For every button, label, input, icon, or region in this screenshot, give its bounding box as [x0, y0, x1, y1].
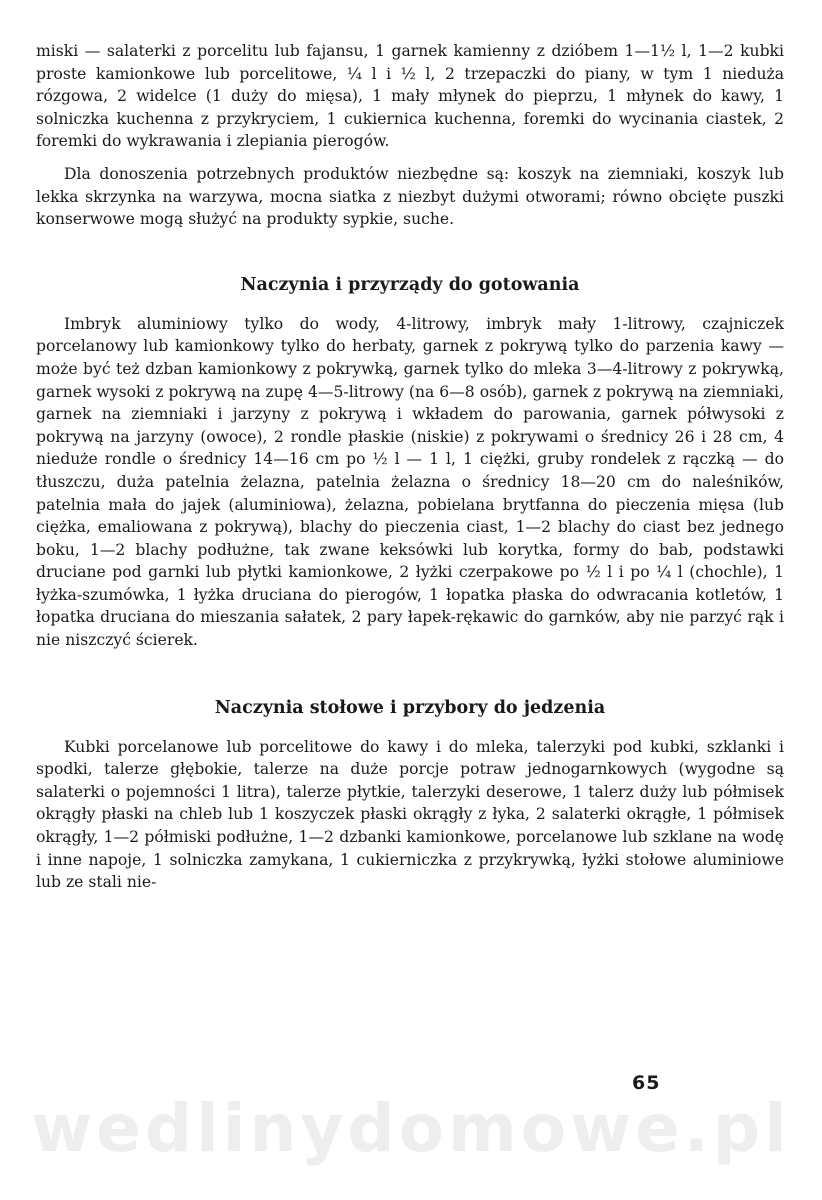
section-heading-tableware: Naczynia stołowe i przybory do jedzenia: [214, 697, 606, 718]
page-content: [36, 40, 784, 894]
watermark: wedlinydomowe.pl: [31, 1090, 791, 1167]
paragraph-tableware: Kubki porcelanowe lub porcelitowe do kawy i do mleka, talerzyki pod kubki, szklanki i spodki, talerze głębokie, talerze na duże porcje potraw jednogarnkowych (wygodne są salaterki o pojemności 1 litra), talerze płytkie, talerzyki deserowe, 1 talerz duży lub półmisek okrągły płaski na chleb lub 1 koszyczek płaski okrągły z łyka, 2 salaterki okrągłe, 1 półmisek okrągły, 1—2 półmiski podłużne, 1—2 dzbanki kamionkowe, porcelanowe lub szklane na wodę i inne napoje, 1 solniczka zamykana, 1 cukierniczka z przykrywką, łyżki stołowe aluminiowe lub ze stali nie-: [36, 737, 784, 892]
page-number: 65: [632, 1072, 661, 1094]
paragraph-storage: Dla donoszenia potrzebnych produktów niezbędne są: koszyk na ziemniaki, koszyk lub lekka skrzynka na warzywa, mocna siatka z niezbyt dużymi otworami; równo obcięte puszki konserwowe mogą służyć na produkty sypkie, suche.: [36, 164, 784, 229]
section-heading-cooking: Naczynia i przyrządy do gotowania: [240, 274, 580, 295]
paragraph-cooking-vessels: Imbryk aluminiowy tylko do wody, 4-litrowy, imbryk mały 1-litrowy, czajniczek porcelanowy lub kamionkowy tylko do herbaty, garnek z pokrywą tylko do parzenia kawy — może być też dzban kamionkowy z pokrywką, garnek tylko do mleka 3—4-litrowy z pokrywką, garnek wysoki z pokrywą na zupę 4—5-litrowy (na 6—8 osób), garnek z pokrywą na ziemniaki, garnek na ziemniaki i jarzyny z pokrywą i wkładem do parowania, garnek półwysoki z pokrywą na jarzyny (owoce), 2 rondle płaskie (niskie) z pokrywami o średnicy 26 i 28 cm, 4 nieduże rondle o średnicy 14—16 cm po ½ l — 1 l, 1 ciężki, gruby rondelek z rączką — do tłuszczu, duża patelnia żelazna, patelnia żelazna o średnicy 18—20 cm do naleśników, patelnia mała do jajek (aluminiowa), żelazna, pobielana brytfanna do pieczenia mięsa (lub ciężka, emaliowana z pokrywą), blachy do pieczenia ciast, 1—2 blachy do ciast bez jednego boku, 1—2 blachy podłużne, tak zwane keksówki lub korytka, formy do bab, podstawki druciane pod garnki lub płytki kamionkowe, 2 łyżki czerpakowe po ½ l i po ¼ l (chochle), 1 łyżka-szumówka, 1 łyżka druciana do pierogów, 1 łopatka płaska do odwracania kotletów, 1 łopatka druciana do mieszania sałatek, 2 pary łapek-rękawic do garnków, aby nie parzyć rąk i nie niszczyć ścierek.: [36, 314, 784, 650]
paragraph-utensils-continued: miski — salaterki z porcelitu lub fajansu, 1 garnek kamienny z dzióbem 1—1½ l, 1—2 kubki proste kamionkowe lub porcelitowe, ¼ l i ½ l, 2 trzepaczki do piany, w tym 1 nieduża rózgowa, 2 widelce (1 duży do mięsa), 1 mały młynek do pieprzu, 1 młynek do kawy, 1 solniczka kuchenna z przykryciem, 1 cukiernica kuchenna, foremki do wycinania ciastek, 2 foremki do wykrawania i zlepiania pierogów.: [36, 42, 784, 151]
